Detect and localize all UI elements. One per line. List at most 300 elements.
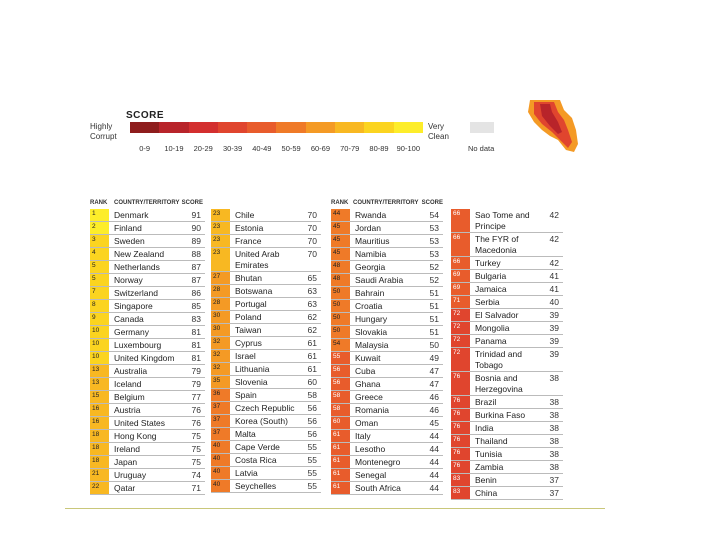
score-cell: 70	[307, 223, 317, 233]
country-cell: Trinidad and Tobago	[475, 349, 522, 370]
score-cell: 85	[191, 301, 201, 311]
country-cell: Senegal	[355, 470, 387, 480]
ranking-row	[90, 404, 205, 417]
country-cell: Bahrain	[355, 288, 385, 298]
country-cell: Chile	[235, 210, 255, 220]
ranking-row	[211, 467, 321, 480]
ranking-row	[211, 402, 321, 415]
score-cell: 87	[191, 262, 201, 272]
score-cell: 50	[429, 340, 439, 350]
score-cell: 44	[429, 431, 439, 441]
rank-cell: 30	[211, 311, 230, 323]
score-cell: 42	[549, 210, 559, 220]
rank-cell: 22	[90, 482, 109, 494]
country-cell: Serbia	[475, 297, 500, 307]
score-cell: 52	[429, 275, 439, 285]
ranking-row	[331, 378, 443, 391]
rank-cell: 36	[211, 389, 230, 401]
score-cell: 38	[549, 373, 559, 383]
rank-cell: 5	[90, 274, 109, 286]
country-cell: Norway	[114, 275, 143, 285]
country-cell: India	[475, 423, 494, 433]
rank-cell: 72	[451, 335, 470, 347]
rank-cell: 50	[331, 326, 350, 338]
ranking-row	[451, 270, 563, 283]
country-cell: Denmark	[114, 210, 149, 220]
country-cell: Croatia	[355, 301, 383, 311]
rank-cell: 72	[451, 322, 470, 334]
country-cell: Finland	[114, 223, 142, 233]
country-cell: Hong Kong	[114, 431, 157, 441]
score-cell: 37	[549, 475, 559, 485]
country-cell: Sao Tome and Principe	[475, 210, 530, 231]
score-cell: 38	[549, 410, 559, 420]
ranking-row	[90, 235, 205, 248]
ranking-row	[211, 222, 321, 235]
country-cell: Germany	[114, 327, 149, 337]
ranking-row	[451, 435, 563, 448]
score-cell: 51	[429, 288, 439, 298]
ranking-row	[331, 469, 443, 482]
rank-cell: 40	[211, 441, 230, 453]
rank-cell: 61	[331, 456, 350, 468]
country-cell: Oman	[355, 418, 379, 428]
country-cell: Thailand	[475, 436, 508, 446]
rank-cell: 69	[451, 270, 470, 282]
legend-swatch	[159, 122, 188, 133]
ranking-row	[90, 287, 205, 300]
legend-swatch	[130, 122, 159, 133]
ranking-row	[331, 274, 443, 287]
legend-swatch	[189, 122, 218, 133]
rank-cell: 48	[331, 274, 350, 286]
score-cell: 53	[429, 249, 439, 259]
score-cell: 51	[429, 314, 439, 324]
country-cell: The FYR of Macedonia	[475, 234, 519, 255]
rank-cell: 23	[211, 209, 230, 221]
rank-cell: 58	[331, 404, 350, 416]
nodata-swatch	[470, 122, 494, 133]
country-cell: Mauritius	[355, 236, 390, 246]
score-cell: 41	[549, 284, 559, 294]
score-cell: 52	[429, 262, 439, 272]
country-cell: Ireland	[114, 444, 140, 454]
score-cell: 38	[549, 462, 559, 472]
score-cell: 86	[191, 288, 201, 298]
country-cell: Costa Rica	[235, 455, 277, 465]
score-cell: 70	[307, 249, 317, 259]
ranking-column-2	[211, 209, 321, 493]
score-cell: 44	[429, 470, 439, 480]
rank-cell: 45	[331, 248, 350, 260]
ranking-row	[90, 274, 205, 287]
score-cell: 63	[307, 299, 317, 309]
country-cell: Jamaica	[475, 284, 507, 294]
country-cell: United Arab Emirates	[235, 249, 280, 270]
rank-cell: 37	[211, 428, 230, 440]
ranking-row	[211, 235, 321, 248]
legend-swatch	[364, 122, 393, 133]
ranking-row	[211, 298, 321, 311]
ranking-row	[331, 326, 443, 339]
rank-cell: 3	[90, 235, 109, 247]
ranking-row	[90, 365, 205, 378]
country-cell: Mongolia	[475, 323, 510, 333]
ranking-row	[211, 311, 321, 324]
rank-cell: 28	[211, 298, 230, 310]
country-cell: Montenegro	[355, 457, 401, 467]
score-cell: 47	[429, 379, 439, 389]
ranking-row	[90, 430, 205, 443]
rank-cell: 16	[90, 417, 109, 429]
country-cell: Canada	[114, 314, 144, 324]
ranking-column-3	[331, 209, 443, 495]
ranking-row	[211, 324, 321, 337]
country-cell: Turkey	[475, 258, 501, 268]
score-cell: 44	[429, 483, 439, 493]
country-cell: Cuba	[355, 366, 376, 376]
country-cell: Belgium	[114, 392, 145, 402]
country-cell: Jordan	[355, 223, 381, 233]
country-cell: Romania	[355, 405, 390, 415]
ranking-row	[451, 257, 563, 270]
ranking-row	[331, 287, 443, 300]
ranking-row	[451, 396, 563, 409]
country-cell: Cyprus	[235, 338, 262, 348]
score-cell: 49	[429, 353, 439, 363]
rank-cell: 5	[90, 261, 109, 273]
rank-cell: 44	[331, 209, 350, 221]
legend-ranges	[130, 144, 423, 153]
rank-cell: 32	[211, 350, 230, 362]
score-cell: 55	[307, 481, 317, 491]
legend-range-label: 90-100	[396, 144, 420, 153]
ranking-row	[90, 469, 205, 482]
rank-cell: 32	[211, 337, 230, 349]
legend-swatch	[276, 122, 305, 133]
country-cell: Qatar	[114, 483, 136, 493]
ranking-row	[451, 209, 563, 233]
country-cell: Netherlands	[114, 262, 160, 272]
score-cell: 81	[191, 327, 201, 337]
rank-cell: 69	[451, 283, 470, 295]
score-cell: 40	[549, 297, 559, 307]
score-cell: 61	[307, 351, 317, 361]
ranking-row	[451, 233, 563, 257]
score-legend	[90, 110, 510, 160]
rank-cell: 45	[331, 222, 350, 234]
rank-cell: 56	[331, 365, 350, 377]
rank-cell: 76	[451, 448, 470, 460]
country-cell: Latvia	[235, 468, 258, 478]
country-cell: China	[475, 488, 498, 498]
legend-low-label: Highly Corrupt	[90, 122, 117, 141]
legend-high-label: Very Clean	[428, 122, 449, 141]
rank-cell: 60	[331, 417, 350, 429]
country-cell: Lithuania	[235, 364, 270, 374]
country-cell: Luxembourg	[114, 340, 162, 350]
score-cell: 70	[307, 236, 317, 246]
rank-cell: 72	[451, 309, 470, 321]
ranking-row	[211, 248, 321, 272]
ranking-row	[451, 448, 563, 461]
rank-cell: 71	[451, 296, 470, 308]
rank-cell: 18	[90, 456, 109, 468]
country-cell: New Zealand	[114, 249, 165, 259]
score-cell: 37	[549, 488, 559, 498]
country-cell: Estonia	[235, 223, 264, 233]
ranking-row	[211, 272, 321, 285]
country-cell: Japan	[114, 457, 138, 467]
score-cell: 74	[191, 470, 201, 480]
ranking-row	[90, 326, 205, 339]
ranking-row	[90, 352, 205, 365]
country-cell: Italy	[355, 431, 371, 441]
ranking-row	[331, 235, 443, 248]
ranking-row	[331, 365, 443, 378]
score-cell: 55	[307, 455, 317, 465]
ranking-row	[90, 391, 205, 404]
country-cell: Georgia	[355, 262, 386, 272]
rank-cell: 30	[211, 324, 230, 336]
country-cell: Kuwait	[355, 353, 381, 363]
score-cell: 42	[549, 258, 559, 268]
rank-cell: 50	[331, 313, 350, 325]
rank-cell: 66	[451, 233, 470, 256]
ranking-row	[451, 409, 563, 422]
ranking-row	[90, 222, 205, 235]
score-cell: 83	[191, 314, 201, 324]
score-cell: 44	[429, 457, 439, 467]
ranking-row	[211, 285, 321, 298]
ranking-row	[451, 322, 563, 335]
rank-cell: 45	[331, 235, 350, 247]
rank-cell: 37	[211, 415, 230, 427]
score-cell: 65	[307, 273, 317, 283]
score-cell: 38	[549, 436, 559, 446]
ranking-row	[90, 443, 205, 456]
score-cell: 38	[549, 423, 559, 433]
legend-range-label: 30-39	[222, 144, 243, 153]
country-cell: Sweden	[114, 236, 145, 246]
country-cell: Burkina Faso	[475, 410, 526, 420]
ranking-row	[451, 422, 563, 435]
rank-cell: 35	[211, 376, 230, 388]
country-cell: Austria	[114, 405, 141, 415]
country-cell: Zambia	[475, 462, 504, 472]
country-cell: Korea (South)	[235, 416, 288, 426]
ranking-row	[451, 372, 563, 396]
ranking-row	[211, 363, 321, 376]
score-cell: 75	[191, 431, 201, 441]
legend-range-label: 40-49	[252, 144, 272, 153]
ranking-row	[211, 337, 321, 350]
score-cell: 39	[549, 310, 559, 320]
rank-cell: 2	[90, 222, 109, 234]
ranking-row	[90, 378, 205, 391]
score-cell: 77	[191, 392, 201, 402]
rank-cell: 76	[451, 435, 470, 447]
country-cell: Rwanda	[355, 210, 387, 220]
ranking-row	[331, 417, 443, 430]
rank-cell: 1	[90, 209, 109, 221]
ranking-row	[90, 339, 205, 352]
rank-cell: 23	[211, 248, 230, 271]
country-cell: Portugal	[235, 299, 267, 309]
ranking-row	[211, 209, 321, 222]
country-cell: Singapore	[114, 301, 153, 311]
rank-cell: 23	[211, 222, 230, 234]
ranking-row	[331, 339, 443, 352]
country-cell: Iceland	[114, 379, 142, 389]
country-cell: Bhutan	[235, 273, 262, 283]
ranking-row	[211, 415, 321, 428]
ranking-row	[90, 313, 205, 326]
ranking-row	[331, 248, 443, 261]
nodata-label: No data	[468, 144, 495, 153]
country-cell: Tunisia	[475, 449, 503, 459]
rank-cell: 18	[90, 430, 109, 442]
ranking-row	[211, 350, 321, 363]
rank-cell: 76	[451, 372, 470, 395]
rank-cell: 61	[331, 469, 350, 481]
ranking-row	[331, 430, 443, 443]
score-cell: 39	[549, 336, 559, 346]
country-cell: Slovakia	[355, 327, 388, 337]
country-cell: South Africa	[355, 483, 401, 493]
score-cell: 91	[191, 210, 201, 220]
ranking-row	[90, 482, 205, 495]
score-cell: 61	[307, 338, 317, 348]
score-cell: 51	[429, 301, 439, 311]
legend-range-label: 80-89	[369, 144, 389, 153]
ranking-row	[211, 428, 321, 441]
country-cell: Seychelles	[235, 481, 277, 491]
ranking-row	[331, 391, 443, 404]
country-cell: Hungary	[355, 314, 388, 324]
ranking-row	[331, 261, 443, 274]
country-cell: Spain	[235, 390, 257, 400]
ranking-column-1	[90, 209, 205, 495]
ranking-row	[331, 313, 443, 326]
country-cell: Ghana	[355, 379, 381, 389]
ranking-row	[451, 309, 563, 322]
country-cell: Czech Republic	[235, 403, 295, 413]
score-cell: 46	[429, 405, 439, 415]
score-cell: 45	[429, 418, 439, 428]
legend-swatch	[218, 122, 247, 133]
rank-cell: 4	[90, 248, 109, 260]
score-cell: 89	[191, 236, 201, 246]
rank-cell: 50	[331, 300, 350, 312]
score-cell: 70	[307, 210, 317, 220]
ranking-row	[331, 222, 443, 235]
country-cell: Slovenia	[235, 377, 268, 387]
score-cell: 71	[191, 483, 201, 493]
country-cell: United States	[114, 418, 166, 428]
score-cell: 46	[429, 392, 439, 402]
score-cell: 55	[307, 442, 317, 452]
rank-cell: 21	[90, 469, 109, 481]
rank-cell: 10	[90, 352, 109, 364]
score-cell: 53	[429, 223, 439, 233]
ranking-row	[211, 376, 321, 389]
legend-range-label: 60-69	[310, 144, 331, 153]
score-cell: 39	[549, 323, 559, 333]
score-cell: 81	[191, 340, 201, 350]
ranking-row	[90, 456, 205, 469]
country-cell: Bosnia and Herzegovina	[475, 373, 523, 394]
ranking-row	[331, 482, 443, 495]
score-cell: 81	[191, 353, 201, 363]
country-cell: Malta	[235, 429, 256, 439]
rank-cell: 83	[451, 474, 470, 486]
ranking-row	[451, 283, 563, 296]
rank-cell: 76	[451, 422, 470, 434]
country-cell: France	[235, 236, 262, 246]
score-cell: 63	[307, 286, 317, 296]
score-cell: 56	[307, 429, 317, 439]
ranking-row	[451, 487, 563, 500]
rank-cell: 76	[451, 461, 470, 473]
ranking-row	[90, 261, 205, 274]
rank-cell: 13	[90, 378, 109, 390]
score-cell: 54	[429, 210, 439, 220]
ranking-row	[451, 461, 563, 474]
legend-title: SCORE	[126, 110, 165, 121]
score-cell: 53	[429, 236, 439, 246]
score-cell: 38	[549, 449, 559, 459]
country-cell: Benin	[475, 475, 497, 485]
country-cell: Poland	[235, 312, 262, 322]
ranking-row	[331, 300, 443, 313]
rank-cell: 28	[211, 285, 230, 297]
rank-cell: 76	[451, 409, 470, 421]
rank-cell: 61	[331, 482, 350, 494]
rank-cell: 76	[451, 396, 470, 408]
rank-cell: 48	[331, 261, 350, 273]
score-cell: 42	[549, 234, 559, 244]
rank-cell: 40	[211, 454, 230, 466]
rank-cell: 58	[331, 391, 350, 403]
legend-swatch	[306, 122, 335, 133]
ranking-row	[90, 209, 205, 222]
score-cell: 39	[549, 349, 559, 359]
legend-range-label: 10-19	[164, 144, 184, 153]
rank-cell: 56	[331, 378, 350, 390]
score-cell: 75	[191, 444, 201, 454]
ranking-row	[90, 417, 205, 430]
legend-swatch	[335, 122, 364, 133]
country-cell: Bulgaria	[475, 271, 507, 281]
score-cell: 51	[429, 327, 439, 337]
ranking-row	[451, 474, 563, 487]
rank-cell: 23	[211, 235, 230, 247]
rank-cell: 13	[90, 365, 109, 377]
ranking-row	[90, 300, 205, 313]
legend-range-label: 70-79	[340, 144, 360, 153]
ranking-row	[90, 248, 205, 261]
score-cell: 76	[191, 418, 201, 428]
country-cell: Namibia	[355, 249, 387, 259]
rank-cell: 61	[331, 443, 350, 455]
rank-cell: 66	[451, 257, 470, 269]
rank-cell: 8	[90, 300, 109, 312]
country-cell: United Kingdom	[114, 353, 175, 363]
score-cell: 56	[307, 403, 317, 413]
score-cell: 58	[307, 390, 317, 400]
legend-color-bar	[130, 122, 423, 133]
